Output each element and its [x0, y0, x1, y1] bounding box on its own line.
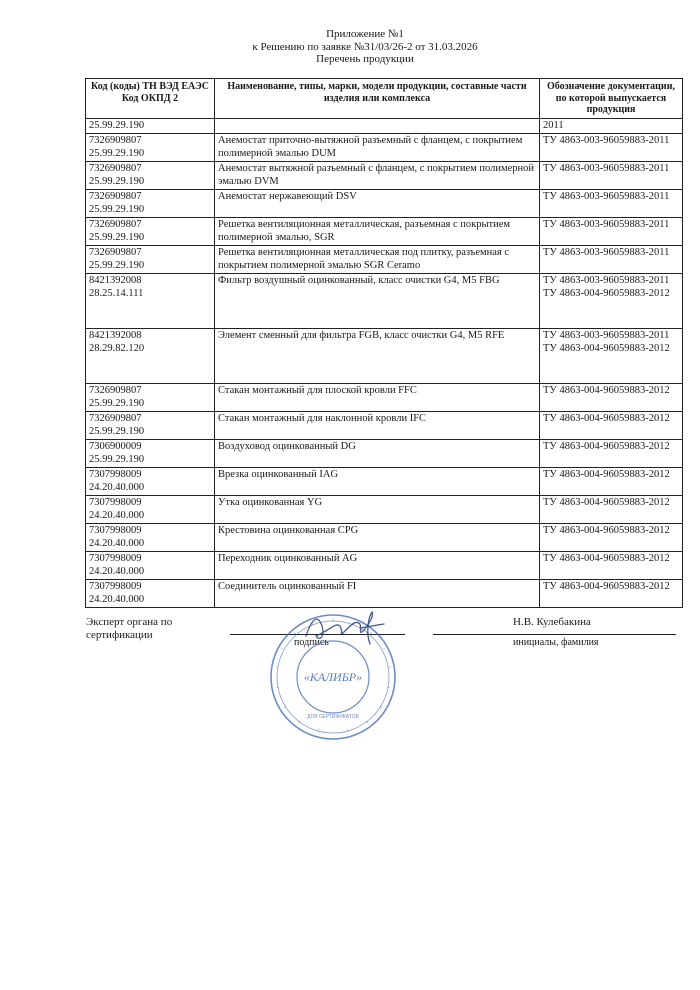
- stamp-center-text: «КАЛИБР»: [303, 670, 363, 684]
- product-name-cell: Переходник оцинкованный AG: [215, 552, 540, 580]
- table-row: [86, 552, 683, 580]
- product-name-cell: [215, 118, 540, 134]
- table-row: [86, 440, 683, 468]
- doc-reference: ТУ 4863-003-96059883-2011: [543, 275, 670, 286]
- product-name-cell: Решетка вентиляционная металлическая под плитку, разъемная с покрытием полимерной эмалью SGR Ceramo: [215, 246, 540, 274]
- doc-reference: ТУ 4863-003-96059883-2011: [543, 330, 670, 341]
- tnved-code: 7307998009: [89, 553, 142, 564]
- table-row: [86, 524, 683, 552]
- code-cell: [86, 384, 215, 412]
- doc-reference: ТУ 4863-004-96059883-2012: [543, 469, 670, 480]
- tnved-code: 7326909807: [89, 247, 142, 258]
- okpd-code: 24.20.40.000: [89, 593, 145, 605]
- tnved-code: 7307998009: [89, 525, 142, 536]
- doc-reference: ТУ 4863-004-96059883-2012: [543, 497, 670, 508]
- doc-reference: ТУ 4863-004-96059883-2012: [543, 553, 670, 564]
- product-name-cell: Крестовина оцинкованная CPG: [215, 524, 540, 552]
- product-name-cell: Стакан монтажный для наклонной кровли IFC: [215, 412, 540, 440]
- table-header-row: [86, 79, 683, 119]
- okpd-code: 24.20.40.000: [89, 509, 145, 521]
- okpd-code: 25.99.29.190: [89, 397, 145, 409]
- decision-reference: к Решению по заявке №31/03/26-2 от 31.03.2026: [252, 40, 478, 53]
- documentation-cell: [540, 274, 683, 329]
- product-name-cell: Утка оцинкованная YG: [215, 496, 540, 524]
- documentation-cell: [540, 134, 683, 162]
- code-cell: [86, 274, 215, 329]
- product-name-cell: Анемостат нержавеющий DSV: [215, 190, 540, 218]
- tnved-code: 25.99.29.190: [89, 119, 145, 131]
- doc-reference: ТУ 4863-004-96059883-2012: [543, 413, 670, 424]
- code-cell: [86, 580, 215, 608]
- code-cell: [86, 134, 215, 162]
- okpd-code: 24.20.40.000: [89, 481, 145, 493]
- table-row: [86, 496, 683, 524]
- doc-reference: ТУ 4863-004-96059883-2012: [543, 342, 670, 354]
- doc-reference: ТУ 4863-004-96059883-2012: [543, 385, 670, 396]
- documentation-cell: [540, 246, 683, 274]
- code-cell: [86, 218, 215, 246]
- tnved-code: 8421392008: [89, 330, 142, 341]
- okpd-code: 24.20.40.000: [89, 565, 145, 577]
- code-cell: [86, 552, 215, 580]
- doc-reference: ТУ 4863-003-96059883-2011: [543, 135, 670, 146]
- table-row: [86, 134, 683, 162]
- table-row: [86, 580, 683, 608]
- table-row: [86, 162, 683, 190]
- okpd-code: 25.99.29.190: [89, 175, 145, 187]
- tnved-code: 7326909807: [89, 135, 142, 146]
- table-row: [86, 274, 683, 329]
- okpd-code: 25.99.29.190: [89, 453, 145, 465]
- tnved-code: 7326909807: [89, 413, 142, 424]
- products-list-title: Перечень продукции: [316, 53, 414, 65]
- documentation-cell: [540, 162, 683, 190]
- documentation-cell: [540, 190, 683, 218]
- tnved-code: 7326909807: [89, 385, 142, 396]
- tnved-code: 7306900009: [89, 441, 142, 452]
- table-row: [86, 246, 683, 274]
- okpd-code: 25.99.29.190: [89, 259, 145, 271]
- documentation-cell: [540, 440, 683, 468]
- documentation-cell: [540, 552, 683, 580]
- table-row: [86, 412, 683, 440]
- okpd-code: 24.20.40.000: [89, 537, 145, 549]
- doc-reference: ТУ 4863-003-96059883-2011: [543, 219, 670, 230]
- signature-caption: подпись: [294, 637, 329, 648]
- column-header-docs: Обозначение документации, по которой выпускается продукция: [540, 79, 683, 119]
- okpd-code: 28.25.14.111: [89, 287, 144, 299]
- product-name-cell: Стакан монтажный для плоской кровли FFC: [215, 384, 540, 412]
- code-cell: [86, 162, 215, 190]
- documentation-cell: [540, 524, 683, 552]
- product-name-cell: Анемостат приточно-вытяжной разъемный с фланцем, с покрытием полимерной эмалью DUM: [215, 134, 540, 162]
- okpd-code: 25.99.29.190: [89, 203, 145, 215]
- code-cell: [86, 118, 215, 134]
- name-line: [433, 634, 676, 635]
- table-row: [86, 190, 683, 218]
- handwritten-signature: [300, 606, 390, 650]
- doc-reference: ТУ 4863-004-96059883-2012: [543, 581, 670, 592]
- tnved-code: 7307998009: [89, 469, 142, 480]
- table-row: [86, 218, 683, 246]
- product-name-cell: Воздуховод оцинкованный DG: [215, 440, 540, 468]
- product-name-cell: Элемент сменный для фильтра FGB, класс очистки G4, M5 RFE: [215, 329, 540, 384]
- code-cell: [86, 190, 215, 218]
- okpd-code: 25.99.29.190: [89, 425, 145, 437]
- doc-reference: ТУ 4863-003-96059883-2011: [543, 191, 670, 202]
- okpd-code: 25.99.29.190: [89, 147, 145, 159]
- tnved-code: 7326909807: [89, 219, 142, 230]
- table-row: [86, 329, 683, 384]
- tnved-code: 8421392008: [89, 275, 142, 286]
- product-name-cell: Врезка оцинкованный IAG: [215, 468, 540, 496]
- code-cell: [86, 496, 215, 524]
- tnved-code: 7307998009: [89, 581, 142, 592]
- tnved-code: 7326909807: [89, 163, 142, 174]
- document-header: [0, 28, 700, 66]
- documentation-cell: [540, 496, 683, 524]
- table-row: [86, 384, 683, 412]
- documentation-cell: [540, 412, 683, 440]
- code-cell: [86, 440, 215, 468]
- doc-reference: ТУ 4863-003-96059883-2011: [543, 247, 670, 258]
- doc-reference: ТУ 4863-004-96059883-2012: [543, 525, 670, 536]
- appendix-title: Приложение №1: [326, 28, 404, 40]
- table-row: [86, 468, 683, 496]
- code-cell: [86, 329, 215, 384]
- documentation-cell: [540, 468, 683, 496]
- code-cell: [86, 246, 215, 274]
- name-caption: инициалы, фамилия: [513, 637, 599, 648]
- tnved-code: 7307998009: [89, 497, 142, 508]
- product-name-cell: Решетка вентиляционная металлическая, разъемная с покрытием полимерной эмалью, SGR: [215, 218, 540, 246]
- stamp-bottom-text: ДЛЯ СЕРТИФИКАТОВ: [307, 714, 359, 720]
- column-header-name: Наименование, типы, марки, модели продукции, составные части изделия или комплекса: [215, 79, 540, 119]
- okpd-code: 25.99.29.190: [89, 231, 145, 243]
- code-cell: [86, 468, 215, 496]
- tnved-code: 7326909807: [89, 191, 142, 202]
- table-row: [86, 118, 683, 134]
- code-cell: [86, 412, 215, 440]
- doc-reference: 2011: [543, 119, 564, 131]
- product-name-cell: Анемостат вытяжной разъемный с фланцем, с покрытием полимерной эмалью DVM: [215, 162, 540, 190]
- code-cell: [86, 524, 215, 552]
- column-header-codes: Код (коды) ТН ВЭД ЕАЭС Код ОКПД 2: [86, 79, 215, 119]
- documentation-cell: [540, 329, 683, 384]
- expert-name: Н.В. Кулебакина: [513, 616, 591, 628]
- products-table: [85, 78, 683, 608]
- product-name-cell: Соединитель оцинкованный FI: [215, 580, 540, 608]
- doc-reference: ТУ 4863-004-96059883-2012: [543, 287, 670, 299]
- expert-label: Эксперт органа по сертификации: [86, 616, 173, 641]
- documentation-cell: [540, 580, 683, 608]
- okpd-code: 28.29.82.120: [89, 342, 145, 354]
- doc-reference: ТУ 4863-004-96059883-2012: [543, 441, 670, 452]
- documentation-cell: [540, 218, 683, 246]
- doc-reference: ТУ 4863-003-96059883-2011: [543, 163, 670, 174]
- product-name-cell: Фильтр воздушный оцинкованный, класс очистки G4, M5 FBG: [215, 274, 540, 329]
- documentation-cell: [540, 118, 683, 134]
- documentation-cell: [540, 384, 683, 412]
